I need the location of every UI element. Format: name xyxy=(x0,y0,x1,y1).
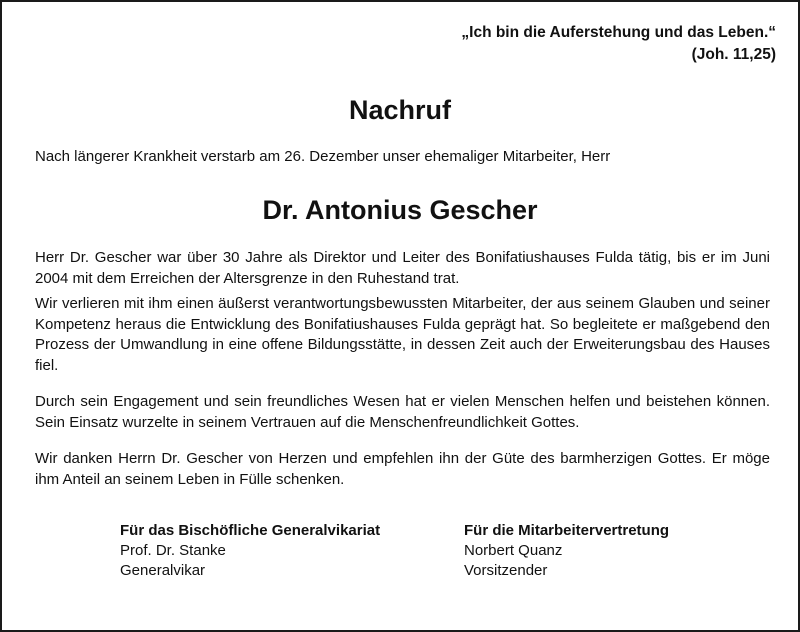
signature-generalvikariat xyxy=(120,521,380,581)
signature-name: Prof. Dr. Stanke xyxy=(120,542,226,559)
signature-mitarbeitervertretung xyxy=(464,521,669,581)
quote-source: (Joh. 11,25) xyxy=(691,46,776,63)
paragraph-thanks: Wir danken Herrn Dr. Gescher von Herzen und empfehlen ihn der Güte des barmherzigen Gottes. Er möge ihm Anteil an seinem Leben in Fülle schenken. xyxy=(35,450,770,488)
quote-text: „Ich bin die Auferstehung und das Leben.“ xyxy=(461,24,776,41)
deceased-name: Dr. Antonius Gescher xyxy=(262,195,538,225)
bible-quote xyxy=(461,22,776,66)
signature-role: Vorsitzender xyxy=(464,562,548,579)
paragraph-legacy: Wir verlieren mit ihm einen äußerst verantwortungsbewussten Mitarbeiter, der aus seinem Glauben und seiner Kompetenz heraus die Entwicklung des Bonifatiushauses Fulda geprägt hat. So begleitete er maßgebend den Prozess der Umwandlung in eine offene Bildungsstätte, in dessen Zeit auch der Erweiterungsbau des Hauses fiel. xyxy=(35,295,770,374)
signature-role: Generalvikar xyxy=(120,562,206,579)
page-title: Nachruf xyxy=(348,95,451,125)
paragraph-engagement: Durch sein Engagement und sein freundliches Wesen hat er vielen Menschen helfen und beistehen können. Sein Einsatz wurzelte in seinem Vertrauen auf die Menschenfreundlichkeit Gottes. xyxy=(35,393,770,431)
signature-heading: Für die Mitarbeitervertretung xyxy=(464,522,670,539)
intro-text: Nach längerer Krankheit verstarb am 26. Dezember unser ehemaliger Mitarbeiter, Herr xyxy=(35,148,611,165)
signature-name: Norbert Quanz xyxy=(464,542,563,559)
paragraph-career: Herr Dr. Gescher war über 30 Jahre als Direktor und Leiter des Bonifatiushauses Fulda tätig, bis er im Juni 2004 mit dem Erreichen der Altersgrenze in den Ruhestand trat. xyxy=(35,249,770,287)
signature-heading: Für das Bischöfliche Generalvikariat xyxy=(120,522,381,539)
